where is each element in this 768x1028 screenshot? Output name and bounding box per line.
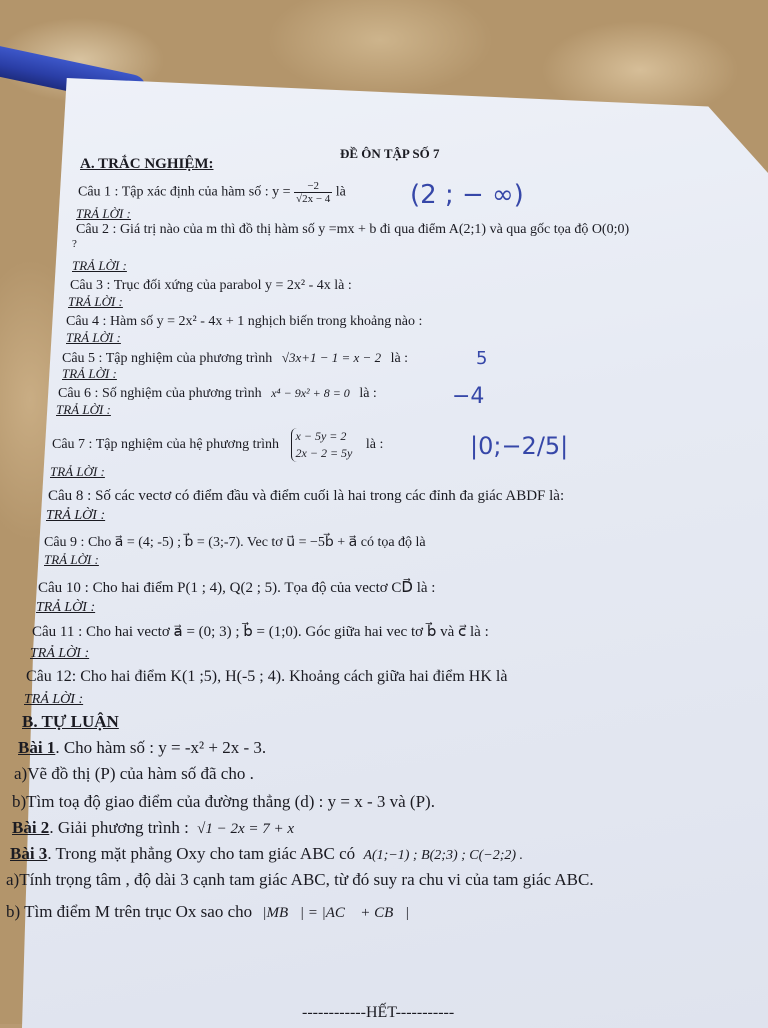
answer-label-3: TRẢ LỜI :	[68, 294, 123, 309]
question-1-fraction	[294, 180, 332, 205]
question-6-prefix: Câu 6 : Số nghiệm của phương trình	[58, 386, 262, 401]
handwritten-answer-5: 5	[476, 348, 488, 369]
bai-2-text: . Giải phương trình :	[49, 818, 189, 837]
bai-2	[12, 818, 294, 838]
bai-2-label: Bài 2	[12, 818, 50, 837]
question-6-suffix: là :	[359, 386, 377, 401]
question-6	[58, 386, 377, 402]
section-b-heading: B. TỰ LUẬN	[22, 712, 119, 731]
question-4: Câu 4 : Hàm số y = 2x² - 4x + 1 nghịch biến trong khoảng nào :	[66, 314, 423, 329]
bai-3-label: Bài 3	[10, 844, 48, 863]
question-10: Câu 10 : Cho hai điểm P(1 ; 4), Q(2 ; 5). Tọa độ của vectơ CD⃗ là :	[38, 580, 436, 596]
answer-label-4: TRẢ LỜI :	[66, 330, 121, 345]
question-3: Câu 3 : Trục đối xứng của parabol y = 2x² - 4x là :	[70, 278, 352, 293]
answer-label-12: TRẢ LỜI :	[24, 692, 84, 707]
handwritten-answer-7: |0;−2/5|	[470, 432, 569, 460]
question-5	[62, 350, 408, 367]
question-12: Câu 12: Cho hai điểm K(1 ;5), H(-5 ; 4). Khoảng cách giữa hai điểm HK là	[26, 668, 508, 685]
answer-label-2: TRẢ LỜI :	[72, 258, 127, 273]
bai-3-part-a: a)Tính trọng tâm , độ dài 3 cạnh tam giác ABC, từ đó suy ra chu vi của tam giác ABC.	[6, 870, 594, 889]
bai-1-label: Bài 1	[18, 738, 56, 757]
section-a-heading: A. TRẮC NGHIỆM:	[80, 156, 214, 172]
handwritten-answer-1: (2 ; − ∞)	[410, 180, 524, 210]
answer-label-10: TRẢ LỜI :	[36, 600, 96, 615]
equation-system	[291, 428, 353, 462]
question-5-suffix: là :	[390, 351, 409, 366]
question-5-prefix: Câu 5 : Tập nghiệm của phương trình	[62, 351, 273, 366]
bai-3-text: . Trong mặt phẳng Oxy cho tam giác ABC có	[47, 844, 356, 863]
answer-label-7: TRẢ LỜI :	[50, 464, 105, 479]
bai-3-part-b-text: b) Tìm điểm M trên trục Ox sao cho	[6, 902, 253, 921]
answer-label-9: TRẢ LỜI :	[44, 552, 99, 567]
question-1	[78, 180, 346, 205]
question-8: Câu 8 : Số các vectơ có điểm đầu và điểm cuối là hai trong các đỉnh đa giác ABDF là:	[48, 488, 565, 504]
question-9: Câu 9 : Cho a⃗ = (4; -5) ; b⃗ = (3;-7). Vec tơ u⃗ = −5b⃗ + a⃗ có tọa độ là	[44, 535, 426, 550]
question-7-prefix: Câu 7 : Tập nghiệm của hệ phương trình	[52, 437, 280, 453]
bai-1-text: . Cho hàm số : y = -x² + 2x - 3.	[55, 738, 267, 757]
fraction-numerator: −2	[294, 180, 332, 193]
bai-3-points: A(1;−1) ; B(2;3) ; C(−2;2) .	[363, 848, 524, 863]
question-5-equation: √3x+1 − 1 = x − 2	[281, 350, 382, 365]
bai-3	[10, 844, 523, 864]
footer-end-mark: ------------HẾT-----------	[302, 1004, 455, 1021]
fraction-denominator: √2x − 4	[296, 193, 331, 205]
question-1-prefix: Câu 1 : Tập xác định của hàm số : y =	[78, 184, 291, 200]
answer-label-8: TRẢ LỜI :	[46, 508, 106, 523]
question-1-suffix: là	[335, 184, 346, 200]
worksheet-title: ĐỀ ÔN TẬP SỐ 7	[340, 146, 440, 161]
answer-label-5: TRẢ LỜI :	[62, 366, 117, 381]
answer-label-1: TRẢ LỜI :	[76, 206, 131, 221]
question-2: Câu 2 : Giá trị nào của m thì đồ thị hàm số y =mx + b đi qua điểm A(2;1) và qua gốc tọa độ O(0;0)	[76, 222, 630, 237]
bai-1-part-b: b)Tìm toạ độ giao điểm của đường thẳng (d) : y = x - 3 và (P).	[12, 792, 435, 811]
answer-label-11: TRẢ LỜI :	[30, 646, 90, 661]
question-2-wrap: ?	[72, 238, 77, 250]
question-7-suffix: là :	[365, 437, 384, 453]
bai-2-equation: √1 − 2x = 7 + x	[197, 821, 295, 837]
bai-3-vector-equation: |MB⃗| = |AC⃗ + CB⃗|	[262, 905, 410, 921]
question-7	[52, 428, 383, 462]
system-equation-1: x − 5y = 2	[295, 429, 347, 443]
answer-label-6: TRẢ LỜI :	[56, 402, 111, 417]
handwritten-answer-6: −4	[452, 384, 485, 409]
question-11: Câu 11 : Cho hai vectơ a⃗ = (0; 3) ; b⃗ = (1;0). Góc giữa hai vec tơ b⃗ và c⃗ là :	[32, 624, 489, 640]
bai-1-part-a: a)Vẽ đồ thị (P) của hàm số đã cho .	[14, 764, 254, 783]
question-6-equation: x⁴ − 9x² + 8 = 0	[271, 386, 350, 400]
system-equation-2: 2x − 2 = 5y	[295, 446, 353, 460]
bai-3-part-b	[6, 902, 409, 922]
bai-1	[18, 738, 266, 758]
